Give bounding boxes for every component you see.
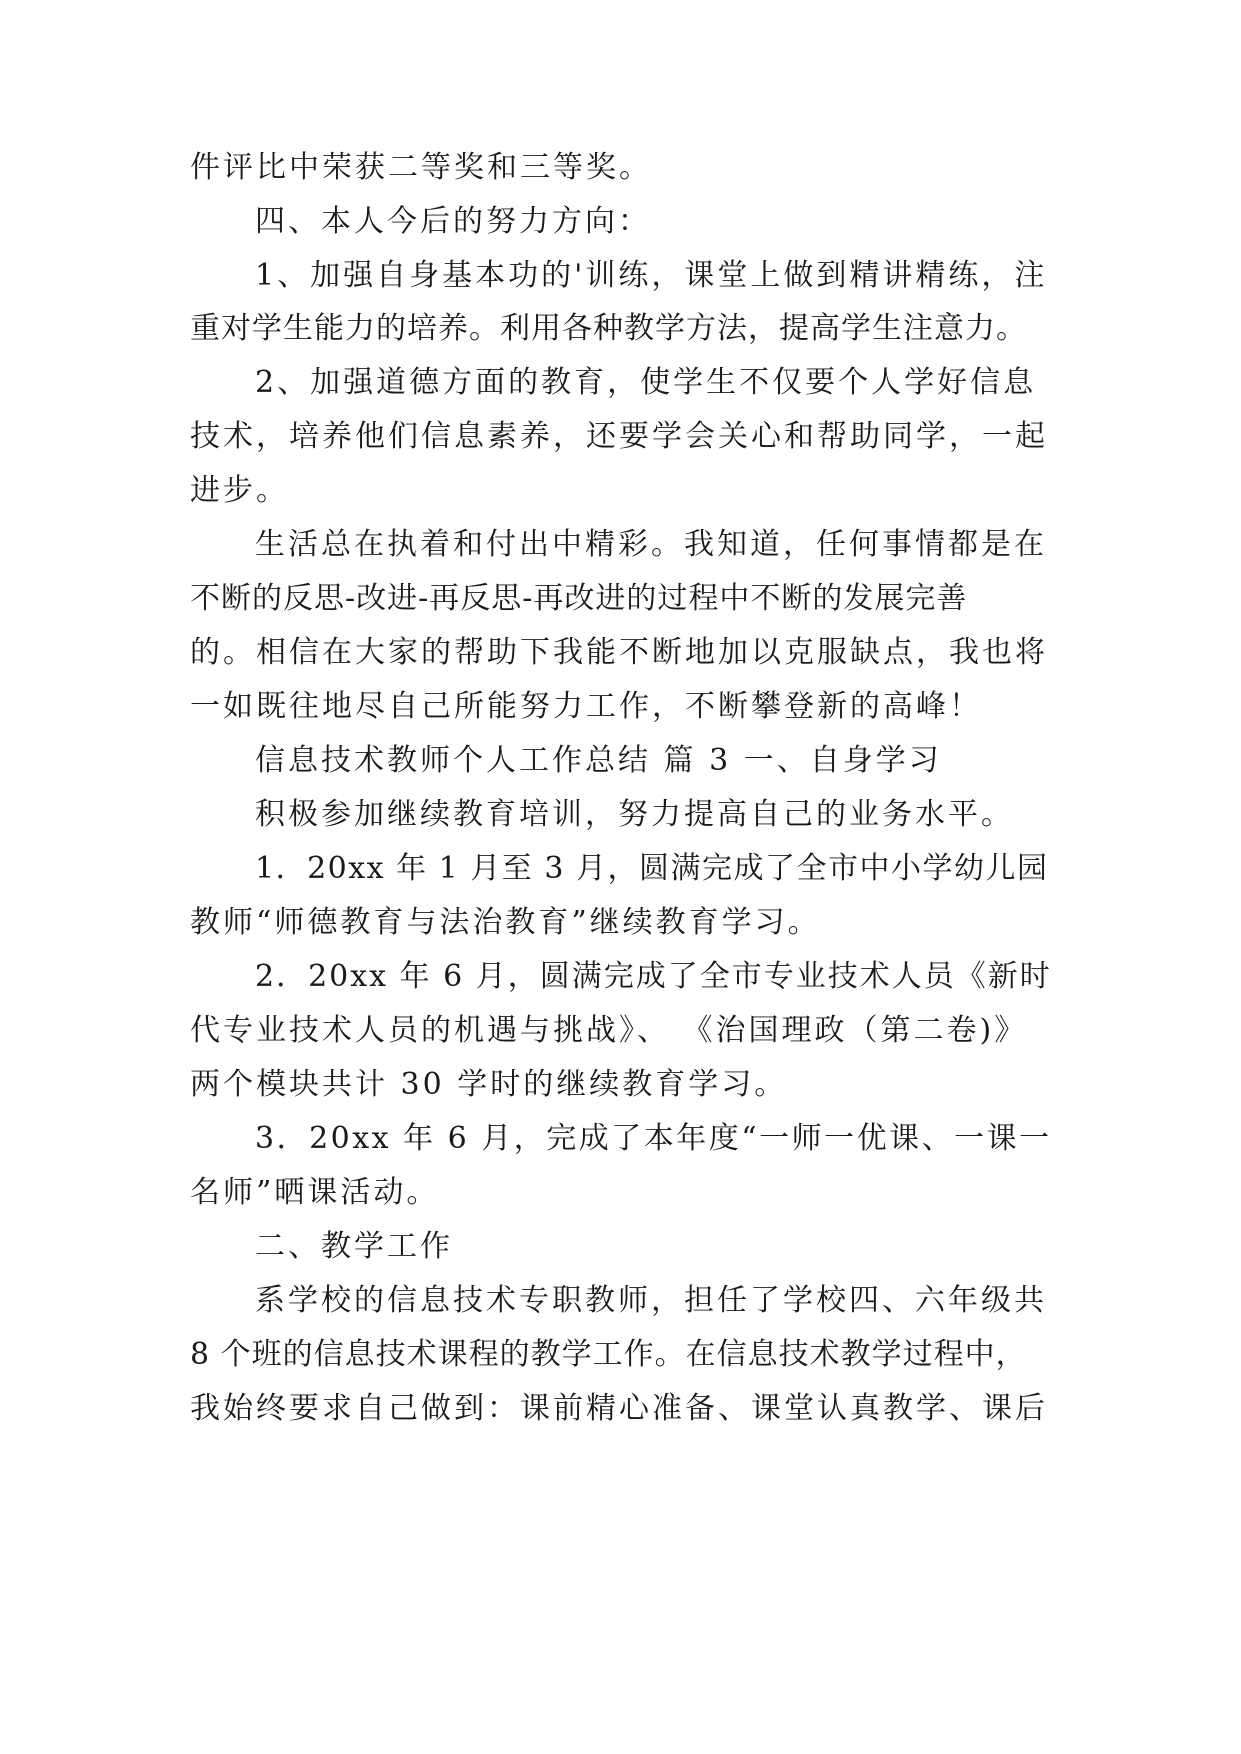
text-line: 名师”晒课活动。 (190, 1175, 440, 1210)
text-line: 件评比中荣获二等奖和三等奖。 (190, 150, 652, 185)
section-title: 信息技术教师个人工作总结 篇 3 一、自身学习 (255, 743, 942, 778)
text-line: 重对学生能力的培养。利用各种教学方法，提高学生注意力。 (190, 311, 1027, 346)
text-line: 1．20xx 年 1 月至 3 月，圆满完成了全市中小学幼儿园 (255, 851, 1049, 886)
section-heading: 二、教学工作 (255, 1229, 453, 1264)
text-line: 我始终要求自己做到：课前精心准备、课堂认真教学、课后 (190, 1391, 1048, 1426)
text-line: 技术，培养他们信息素养，还要学会关心和帮助同学，一起 (190, 419, 1048, 454)
text-line: 进步。 (190, 473, 289, 508)
text-line: 代专业技术人员的机遇与挑战》、 《治国理政（第二卷)》 (190, 1013, 1028, 1048)
text-line: 不断的反思-改进-再反思-再改进的过程中不断的发展完善 (190, 581, 968, 616)
text-line: 3．20xx 年 6 月，完成了本年度“一师一优课、一课一 (255, 1121, 1052, 1156)
section-heading: 四、本人今后的努力方向： (255, 204, 651, 239)
text-line: 两个模块共计 30 学时的继续教育学习。 (190, 1067, 788, 1102)
text-line: 积极参加继续教育培训，努力提高自己的业务水平。 (255, 797, 1014, 832)
text-line: 1、加强自身基本功的'训练，课堂上做到精讲精练，注 (255, 258, 1048, 293)
text-line: 2、加强道德方面的教育，使学生不仅要个人学好信息 (255, 365, 1037, 400)
text-line: 生活总在执着和付出中精彩。我知道，任何事情都是在 (255, 527, 1047, 562)
text-line: 8 个班的信息技术课程的教学工作。在信息技术教学过程中， (190, 1337, 1027, 1372)
text-line: 系学校的信息技术专职教师，担任了学校四、六年级共 (255, 1283, 1047, 1318)
text-line: 一如既往地尽自己所能努力工作，不断攀登新的高峰！ (190, 689, 982, 724)
text-line: 教师“师德教育与法治教育”继续教育学习。 (190, 905, 821, 940)
text-line: 的。相信在大家的帮助下我能不断地加以克服缺点，我也将 (190, 635, 1048, 670)
text-line: 2．20xx 年 6 月，圆满完成了全市专业技术人员《新时 (255, 959, 1052, 994)
